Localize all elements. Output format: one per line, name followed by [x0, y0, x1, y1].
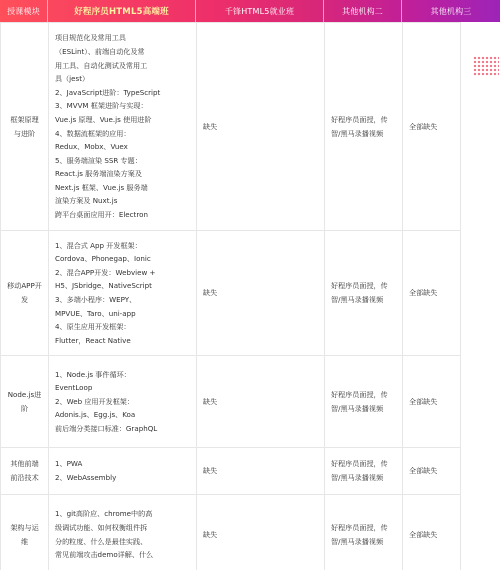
course-detail-line: （ESLint）、前端自动化及常 [55, 46, 145, 56]
header-org-b: 其他机构二 [324, 0, 402, 22]
course-detail-line: 1、git高阶应、chrome中的高 [55, 509, 153, 519]
row-org-c-value: 全部缺失 [403, 448, 461, 495]
course-detail-line: 常见前端攻击demo详解、什么 [55, 550, 154, 560]
table-header [0, 0, 500, 22]
header-target-course: 好程序员HTML5高端班 [48, 0, 196, 22]
row-org-a-value: 缺失 [197, 23, 325, 231]
row-org-c-value: 全部缺失 [403, 231, 461, 356]
course-detail-line: 渲染方案及 Nuxt.js [55, 196, 118, 206]
comparison-table [0, 22, 461, 570]
course-detail-line: 5、服务端渲染 SSR 专题： [55, 155, 142, 165]
course-detail-line: Next.js 框架、Vue.js 服务端 [55, 182, 148, 192]
course-detail-line: 3、多端小程序：WEPY、 [55, 295, 137, 304]
row-course-details [49, 495, 197, 570]
header-org-c: 其他机构三 [430, 6, 472, 16]
row-course-details [49, 448, 197, 495]
row-org-a-value: 缺失 [197, 448, 325, 495]
course-detail-line: H5、JSbridge、NativeScript [55, 281, 152, 291]
row-org-a-value: 缺失 [197, 495, 325, 570]
table-row [1, 231, 461, 356]
course-detail-line: 用工具、自动化测试及常用工 [55, 60, 148, 70]
table-row [1, 23, 461, 231]
course-detail-line: Vue.js 原理、Vue.js 使用进阶 [55, 114, 152, 124]
row-course-details [49, 23, 197, 231]
course-detail-line: EventLoop [55, 383, 93, 393]
row-org-b-value: 好程序员面授，传智/黑马录播视频 [325, 356, 403, 448]
row-module-name: 移动APP开发 [1, 231, 49, 356]
row-org-b-value: 好程序员面授，传智/黑马录播视频 [325, 448, 403, 495]
course-detail-line: Redux、Mobx、Vuex [55, 142, 128, 152]
course-detail-line: Adonis.js、Egg.js、Koa [55, 410, 136, 420]
course-detail-line: 2、混合APP开发：Webview + [55, 267, 156, 277]
row-org-c-value: 全部缺失 [403, 23, 461, 231]
row-org-a-value: 缺失 [197, 231, 325, 356]
row-module-name: 架构与运维 [1, 495, 49, 570]
row-course-details [49, 356, 197, 448]
row-course-details [49, 231, 197, 356]
row-module-name: 其他前端前沿技术 [1, 448, 49, 495]
row-org-b-value: 好程序员面授，传智/黑马录播视频 [325, 495, 403, 570]
row-module-name: Node.js进阶 [1, 356, 49, 448]
course-detail-line: 分的粒度、什么是最佳实践、 [55, 536, 148, 546]
course-detail-line: Flutter，React Native [55, 335, 131, 345]
course-detail-line: 1、混合式 App 开发框架： [55, 240, 142, 250]
course-detail-line: 2、JavaScript进阶：TypeScript [55, 87, 161, 97]
course-detail-line: React.js 服务端渲染方案及 [55, 169, 142, 179]
course-detail-line: 具（jest） [55, 74, 90, 84]
course-detail-line: 1、PWA [55, 459, 83, 469]
course-detail-line: 1、Node.js 事件循环： [55, 369, 131, 379]
row-org-c-value: 全部缺失 [403, 495, 461, 570]
row-org-a-value: 缺失 [197, 356, 325, 448]
table-row [1, 356, 461, 448]
course-detail-line: 3、MVVM 框架进阶与实现： [55, 101, 148, 111]
course-detail-line: MPVUE、Taro、uni-app [55, 308, 136, 318]
course-detail-line: 跨平台桌面应用开：Electron [55, 210, 148, 220]
table-row [1, 495, 461, 570]
header-module: 授课模块 [0, 0, 48, 22]
course-detail-line: 级调试功能、如何权衡组件拆 [55, 522, 148, 532]
course-detail-line: Cordova、Phonegap、Ionic [55, 254, 151, 264]
course-detail-line: 2、WebAssembly [55, 473, 117, 482]
row-org-b-value: 好程序员面授，传智/黑马录播视频 [325, 231, 403, 356]
table-row [1, 448, 461, 495]
course-detail-line: 4、原生应用开发框架： [55, 322, 131, 332]
decorative-dot-grid [473, 56, 499, 76]
row-org-c-value: 全部缺失 [403, 356, 461, 448]
header-org-a: 千锋HTML5就业班 [196, 0, 324, 22]
course-detail-line: 项目规范化及常用工具 [55, 33, 126, 43]
course-detail-line: 2、Web 应用开发框架： [55, 396, 134, 406]
row-module-name: 框架原理与进阶 [1, 23, 49, 231]
row-org-b-value: 好程序员面授，传智/黑马录播视频 [325, 23, 403, 231]
course-detail-line: 4、数据流框架的应用： [55, 128, 131, 138]
course-detail-line: 前后端分类接口标准：GraphQL [55, 423, 158, 433]
